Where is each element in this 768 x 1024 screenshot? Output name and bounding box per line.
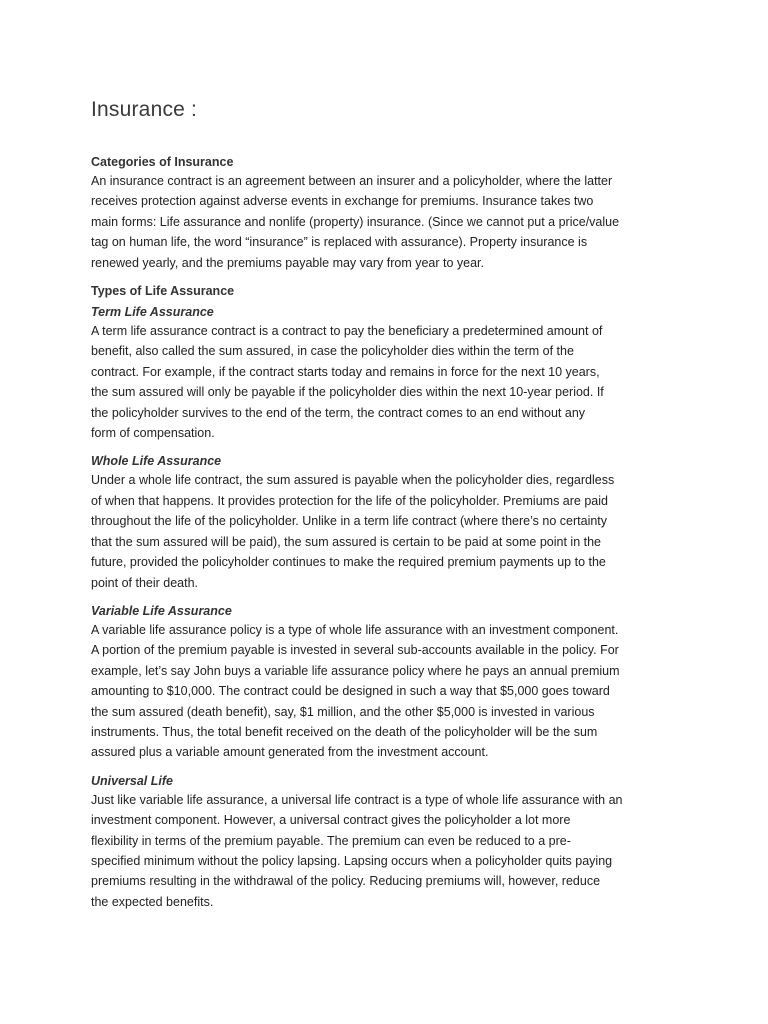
categories-section (91, 153, 680, 273)
whole-life-section (91, 452, 680, 592)
term-life-heading: Term Life Assurance (91, 305, 214, 320)
whole-life-line: Under a whole life contract, the sum assured is payable when the policyholder dies, regardless (91, 473, 615, 488)
variable-life-line: amounting to $10,000. The contract could be designed in such a way that $5,000 goes toward (91, 684, 610, 699)
universal-life-line: specified minimum without the policy lapsing. Lapsing occurs when a policyholder quits paying (91, 853, 613, 868)
universal-life-line: premiums resulting in the withdrawal of the policy. Reducing premiums will, however, reduce (91, 874, 601, 889)
variable-life-heading: Variable Life Assurance (91, 603, 232, 618)
universal-life-line: flexibility in terms of the premium payable. The premium can even be reduced to a pre- (91, 833, 571, 848)
whole-life-line: that the sum assured will be paid), the sum assured is certain to be paid at some point in the (91, 534, 601, 549)
whole-life-heading: Whole Life Assurance (91, 454, 222, 469)
variable-life-line: the sum assured (death benefit), say, $1 million, and the other $5,000 is invested in various (91, 704, 595, 719)
term-life-line: A term life assurance contract is a contract to pay the beneficiary a predetermined amount of (91, 324, 603, 339)
whole-life-line: throughout the life of the policyholder. Unlike in a term life contract (where there’s no certainty (91, 514, 608, 529)
universal-life-line: investment component. However, a universal contract gives the policyholder a lot more (91, 813, 571, 828)
categories-line: renewed yearly, and the premiums payable may vary from year to year. (91, 255, 484, 270)
term-life-section (91, 282, 680, 443)
term-life-line: the policyholder survives to the end of the term, the contract comes to an end without any (91, 405, 586, 420)
term-life-line: contract. For example, if the contract starts today and remains in force for the next 10 years, (91, 364, 600, 379)
variable-life-line: example, let’s say John buys a variable life assurance policy where he pays an annual premium (91, 663, 620, 678)
universal-life-section (91, 772, 680, 912)
variable-life-line: A variable life assurance policy is a type of whole life assurance with an investment component. (91, 622, 619, 637)
types-heading: Types of Life Assurance (91, 284, 235, 299)
variable-life-section (91, 602, 680, 763)
categories-heading: Categories of Insurance (91, 155, 234, 169)
categories-line: receives protection against adverse events in exchange for premiums. Insurance takes two (91, 194, 594, 209)
term-life-line: form of compensation. (91, 426, 215, 441)
categories-line: An insurance contract is an agreement between an insurer and a policyholder, where the latter (91, 174, 613, 188)
whole-life-line: of when that happens. It provides protection for the life of the policyholder. Premiums are paid (91, 493, 608, 508)
whole-life-line: future, provided the policyholder continues to make the required premium payments up to the (91, 555, 606, 570)
universal-life-heading: Universal Life (91, 773, 173, 788)
variable-life-line: instruments. Thus, the total benefit received on the death of the policyholder will be the sum (91, 724, 598, 739)
categories-line: tag on human life, the word “insurance” is replaced with assurance). Property insurance is (91, 235, 588, 250)
universal-life-line: Just like variable life assurance, a universal life contract is a type of whole life assurance with an (91, 792, 623, 807)
whole-life-line: point of their death. (91, 575, 199, 590)
universal-life-line: the expected benefits. (91, 894, 214, 909)
term-life-line: benefit, also called the sum assured, in case the policyholder dies within the term of the (91, 344, 574, 359)
categories-line: main forms: Life assurance and nonlife (property) insurance. (Since we cannot put a price/value (91, 214, 620, 229)
variable-life-line: assured plus a variable amount generated from the investment account. (91, 745, 489, 760)
variable-life-line: A portion of the premium payable is invested in several sub-accounts available in the policy. For (91, 643, 619, 658)
document-title: Insurance : (91, 98, 198, 121)
term-life-line: the sum assured will only be payable if the policyholder dies within the next 10-year period. If (91, 385, 604, 400)
